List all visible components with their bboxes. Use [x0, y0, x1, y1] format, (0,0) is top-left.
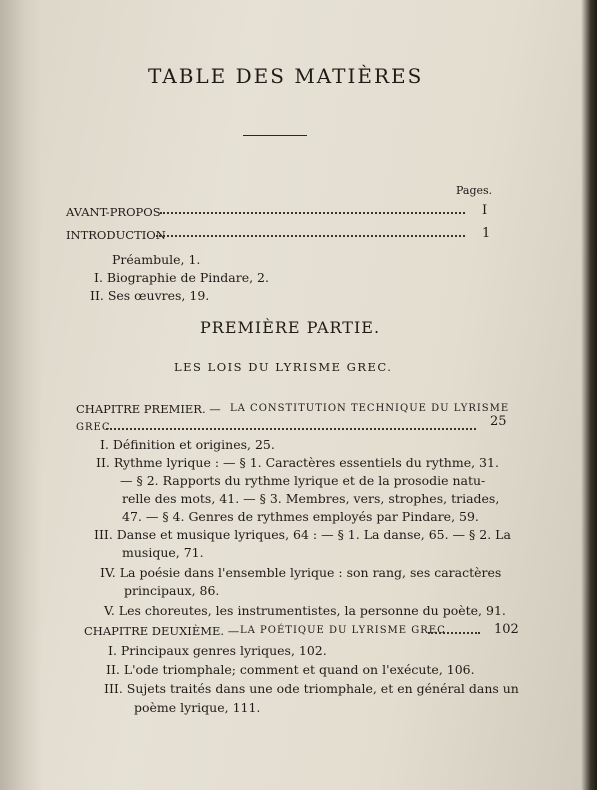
leader-dots [428, 632, 480, 634]
intro-item: I. Biographie de Pindare, 2. [94, 270, 269, 285]
book-spine [581, 0, 597, 790]
chapter1-line: II. Rythme lyrique : — § 1. Caractères essentiels du rythme, 31. [96, 455, 499, 470]
intro-item: II. Ses œuvres, 19. [90, 288, 210, 303]
chapter1-line: musique, 71. [122, 545, 204, 560]
introduction-label: INTRODUCTION [66, 228, 166, 242]
chapter1-line: V. Les choreutes, les instrumentistes, la personne du poète, 91. [104, 603, 506, 618]
chapter1-title-a: LA CONSTITUTION TECHNIQUE DU LYRISME [230, 403, 510, 414]
page-gutter [0, 0, 42, 790]
part-subtitle: LES LOIS DU LYRISME GREC. [174, 360, 393, 374]
pages-column-label: Pages. [456, 184, 493, 197]
avant-propos-page: I [482, 203, 488, 218]
chapter1-line: I. Définition et origines, 25. [100, 437, 275, 452]
title-rule [243, 135, 307, 136]
chapter1-title-b: GREC [76, 422, 111, 433]
intro-item: Préambule, 1. [112, 252, 201, 267]
chapter2-title: LA POÉTIQUE DU LYRISME GREC [240, 625, 446, 636]
chapter1-line: principaux, 86. [124, 583, 220, 598]
introduction-page: 1 [482, 226, 491, 241]
chapter2-line: poème lyrique, 111. [134, 700, 261, 715]
chapter1-line: relle des mots, 41. — § 3. Membres, vers, strophes, triades, [122, 491, 500, 506]
chapter1-line: III. Danse et musique lyriques, 64 : — § 1. La danse, 65. — § 2. La [94, 527, 511, 542]
chapter1-line: — § 2. Rapports du rythme lyrique et de la prosodie natu- [120, 473, 486, 488]
chapter2-page: 102 [494, 622, 519, 637]
avant-propos-label: AVANT-PROPOS [66, 205, 161, 219]
chapter1-line: IV. La poésie dans l'ensemble lyrique : son rang, ses caractères [100, 565, 502, 580]
leader-dots [160, 212, 465, 214]
chapter1-page: 25 [490, 414, 507, 429]
chapter2-line: I. Principaux genres lyriques, 102. [108, 643, 327, 658]
chapter2-head: CHAPITRE DEUXIÈME. — [84, 624, 240, 638]
chapter2-line: II. L'ode triomphale; comment et quand on l'exécute, 106. [106, 662, 475, 677]
page-title: TABLE DES MATIÈRES [148, 64, 424, 88]
leader-dots [156, 235, 465, 237]
chapter2-line: III. Sujets traités dans une ode triomphale, et en général dans un [104, 681, 519, 696]
chapter1-line: 47. — § 4. Genres de rythmes employés par Pindare, 59. [122, 509, 479, 524]
leader-dots [106, 428, 476, 430]
part-title: PREMIÈRE PARTIE. [200, 318, 381, 337]
chapter1-head: CHAPITRE PREMIER. — [76, 402, 221, 416]
